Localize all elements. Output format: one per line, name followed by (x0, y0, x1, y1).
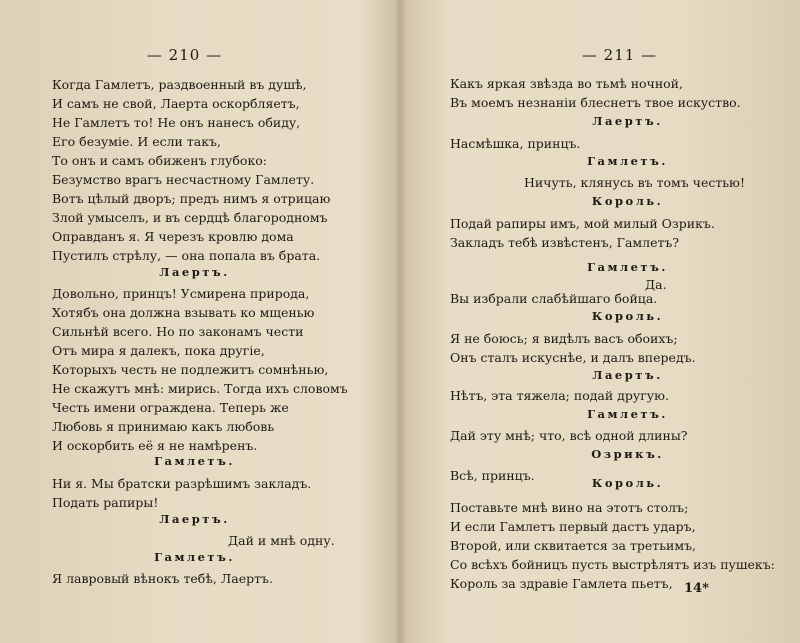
verse-line: Онъ сталъ искуснѣе, и далъ впередъ. (450, 350, 696, 365)
verse-line: Поставьте мнѣ вино на этотъ столъ; (450, 500, 689, 515)
verse-line: Вотъ цѣлый дворъ; предъ нимъ я отрицаю (52, 191, 331, 206)
verse-line: Ничуть, клянусь въ томъ честью! (524, 175, 745, 190)
verse-line: Дай и мнѣ одну. (228, 533, 335, 548)
verse-line: Насмѣшка, принцъ. (450, 136, 581, 151)
speaker-name: Лаертъ. (159, 512, 230, 526)
verse-line: Безумство врагъ несчастному Гамлету. (52, 172, 315, 187)
verse-line: Отъ мира я далекъ, пока другіе, (52, 343, 265, 358)
verse-line: Оправданъ я. Я черезъ кровлю дома (52, 229, 294, 244)
verse-line: Подать рапиры! (52, 495, 159, 510)
speaker-name: Лаертъ. (592, 114, 663, 128)
verse-line: Любовь я принимаю какъ любовь (52, 419, 275, 434)
speaker-name: Король. (591, 476, 664, 490)
speaker-name: Лаертъ. (592, 368, 663, 382)
verse-line: Злой умыселъ, и въ сердцѣ благородномъ (52, 210, 328, 225)
verse-line: Честь имени ограждена. Теперь же (52, 400, 289, 415)
verse-line: Не скажутъ мнѣ: мирись. Тогда ихъ словомъ (52, 381, 348, 396)
left-page (0, 0, 397, 643)
verse-line: И самъ не свой, Лаерта оскорбляетъ, (52, 96, 300, 111)
verse-line: Пустилъ стрѣлу, — она попала въ брата. (52, 248, 321, 263)
signature-mark: 14* (684, 581, 709, 596)
speaker-name: Король. (591, 309, 664, 323)
page-number: — 210 — (146, 46, 223, 64)
verse-line: Я не боюсь; я видѣлъ васъ обоихъ; (450, 331, 678, 346)
verse-line: Въ моемъ незнаніи блеснетъ твое искуство. (450, 95, 741, 110)
verse-line: Когда Гамлетъ, раздвоенный въ душѣ, (52, 77, 307, 92)
verse-line: Нѣтъ, эта тяжела; подай другую. (450, 388, 669, 403)
verse-line: Второй, или сквитается за третьимъ, (450, 538, 696, 553)
verse-line: Довольно, принцъ! Усмирена природа, (52, 286, 310, 301)
verse-line: Всѣ, принцъ. (450, 468, 535, 483)
verse-line: Какъ яркая звѣзда во тьмѣ ночной, (450, 76, 683, 91)
verse-line: Которыхъ честь не подлежитъ сомнѣнью, (52, 362, 329, 377)
speaker-name: Гамлетъ. (154, 454, 235, 468)
verse-line: Подай рапиры имъ, мой милый Озрикъ. (450, 216, 715, 231)
right-page (403, 0, 800, 643)
verse-line: То онъ и самъ обиженъ глубоко: (52, 153, 268, 168)
verse-line: Его безуміе. И если такъ, (52, 134, 221, 149)
speaker-name: Гамлетъ. (587, 154, 668, 168)
verse-line: Вы избрали слабѣйшаго бойца. (450, 291, 658, 306)
verse-line: Сильнѣй всего. Но по законамъ чести (52, 324, 304, 339)
verse-line: Не Гамлетъ то! Не онъ нанесъ обиду, (52, 115, 301, 130)
verse-line: Со всѣхъ бойницъ пусть выстрѣлятъ изъ пушекъ: (450, 557, 775, 572)
page-number: — 211 — (581, 46, 658, 64)
verse-line: Да. (645, 277, 667, 292)
speaker-name: Король. (591, 194, 664, 208)
speaker-name: Лаертъ. (159, 265, 230, 279)
verse-line: Я лавровый вѣнокъ тебѣ, Лаертъ. (52, 571, 273, 586)
speaker-name: Озрикъ. (591, 447, 664, 461)
speaker-name: Гамлетъ. (587, 260, 668, 274)
verse-line: Закладъ тебѣ извѣстенъ, Гамлетъ? (450, 235, 680, 250)
verse-line: Хотябъ она должна взывать ко мщенью (52, 305, 315, 320)
verse-line: Дай эту мнѣ; что, всѣ одной длины? (450, 428, 688, 443)
speaker-name: Гамлетъ. (587, 407, 668, 421)
verse-line: И если Гамлетъ первый дастъ ударъ, (450, 519, 696, 534)
verse-line: И оскорбить её я не намѣренъ. (52, 438, 258, 453)
verse-line: Ни я. Мы братски разрѣшимъ закладъ. (52, 476, 312, 491)
speaker-name: Гамлетъ. (154, 550, 235, 564)
verse-line: Король за здравіе Гамлета пьетъ, (450, 576, 673, 591)
